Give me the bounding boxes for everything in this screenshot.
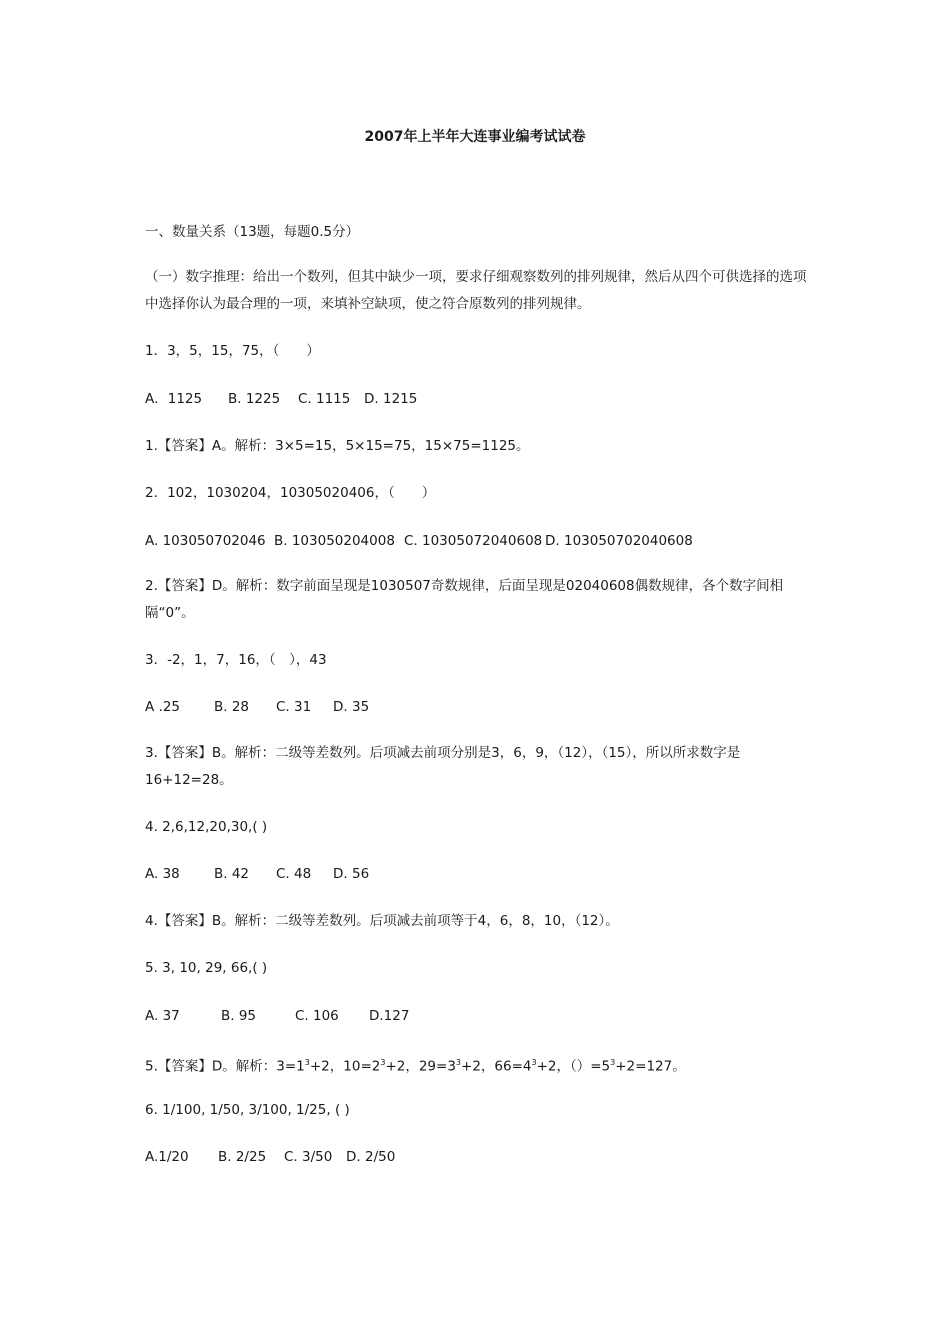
question-4-options	[145, 864, 810, 884]
question-5-stem: 5. 3, 10, 29, 66,( )	[145, 960, 268, 976]
question-1-answer: 1.【答案】A。解析：3×5=15，5×15=75，15×75=1125。	[145, 438, 530, 454]
question-1-options	[145, 389, 810, 409]
option-a: A. 37	[145, 1008, 180, 1024]
option-c: C. 1115	[298, 391, 351, 407]
option-b: B. 42	[214, 866, 250, 882]
option-a: A.1/20	[145, 1149, 189, 1165]
option-c: C. 31	[276, 699, 312, 715]
option-d: D. 1215	[364, 391, 418, 407]
option-b: B. 103050204008	[274, 533, 395, 549]
instructions-paragraph: （一）数字推理：给出一个数列，但其中缺少一项，要求仔细观察数列的排列规律，然后从四个可供选择的选项中选择你认为最合理的一项，来填补空缺项，使之符合原数列的排列规律。	[145, 269, 807, 312]
question-1-stem: 1．3，5，15，75，（ ）	[145, 343, 320, 359]
question-4-answer: 4.【答案】B。解析：二级等差数列。后项减去前项等于4，6，8，10，（12）。	[145, 913, 619, 929]
option-c: C. 10305072040608	[404, 533, 543, 549]
question-2-stem: 2．102，1030204，10305020406，（ ）	[145, 485, 436, 501]
question-3-answer: 3.【答案】B。解析：二级等差数列。后项减去前项分别是3，6，9，（12），（15），所以所求数字是16+12=28。	[145, 745, 741, 788]
option-d: D. 2/50	[346, 1149, 396, 1165]
option-a: A. 103050702046	[145, 533, 266, 549]
question-2-answer: 2.【答案】D。解析：数字前面呈现是1030507奇数规律，后面呈现是02040608偶数规律，各个数字间相隔“0”。	[145, 578, 784, 621]
option-b: B. 95	[221, 1008, 257, 1024]
option-a: A .25	[145, 699, 180, 715]
option-c: C. 48	[276, 866, 312, 882]
option-c: C. 106	[295, 1008, 339, 1024]
option-d: D. 56	[333, 866, 370, 882]
page-title: 2007年上半年大连事业编考试试卷	[364, 129, 586, 145]
option-b: B. 2/25	[218, 1149, 267, 1165]
question-3-stem: 3．-2，1，7，16，（ ），43	[145, 652, 327, 668]
option-a: A．1125	[145, 391, 203, 407]
option-d: D. 35	[333, 699, 370, 715]
question-2-options	[145, 531, 810, 551]
question-4-stem: 4. 2,6,12,20,30,( )	[145, 819, 268, 835]
question-3-options	[145, 697, 810, 717]
question-6-stem: 6. 1/100, 1/50, 3/100, 1/25, ( )	[145, 1102, 350, 1118]
option-a: A. 38	[145, 866, 180, 882]
option-b: B. 1225	[228, 391, 281, 407]
section-heading: 一、数量关系（13题，每题0.5分）	[145, 224, 360, 240]
option-b: B. 28	[214, 699, 250, 715]
question-5-options	[145, 1006, 810, 1026]
option-c: C. 3/50	[284, 1149, 333, 1165]
option-d: D. 103050702040608	[545, 533, 693, 549]
question-5-answer: 5.【答案】D。解析：$3=1^3+2$，$10=2^3+2$，$29=3^3+2$，$66=4^3+2$，$()=5^3+2=127$。	[145, 1058, 686, 1075]
question-6-options	[145, 1147, 810, 1167]
option-d: D.127	[369, 1008, 410, 1024]
